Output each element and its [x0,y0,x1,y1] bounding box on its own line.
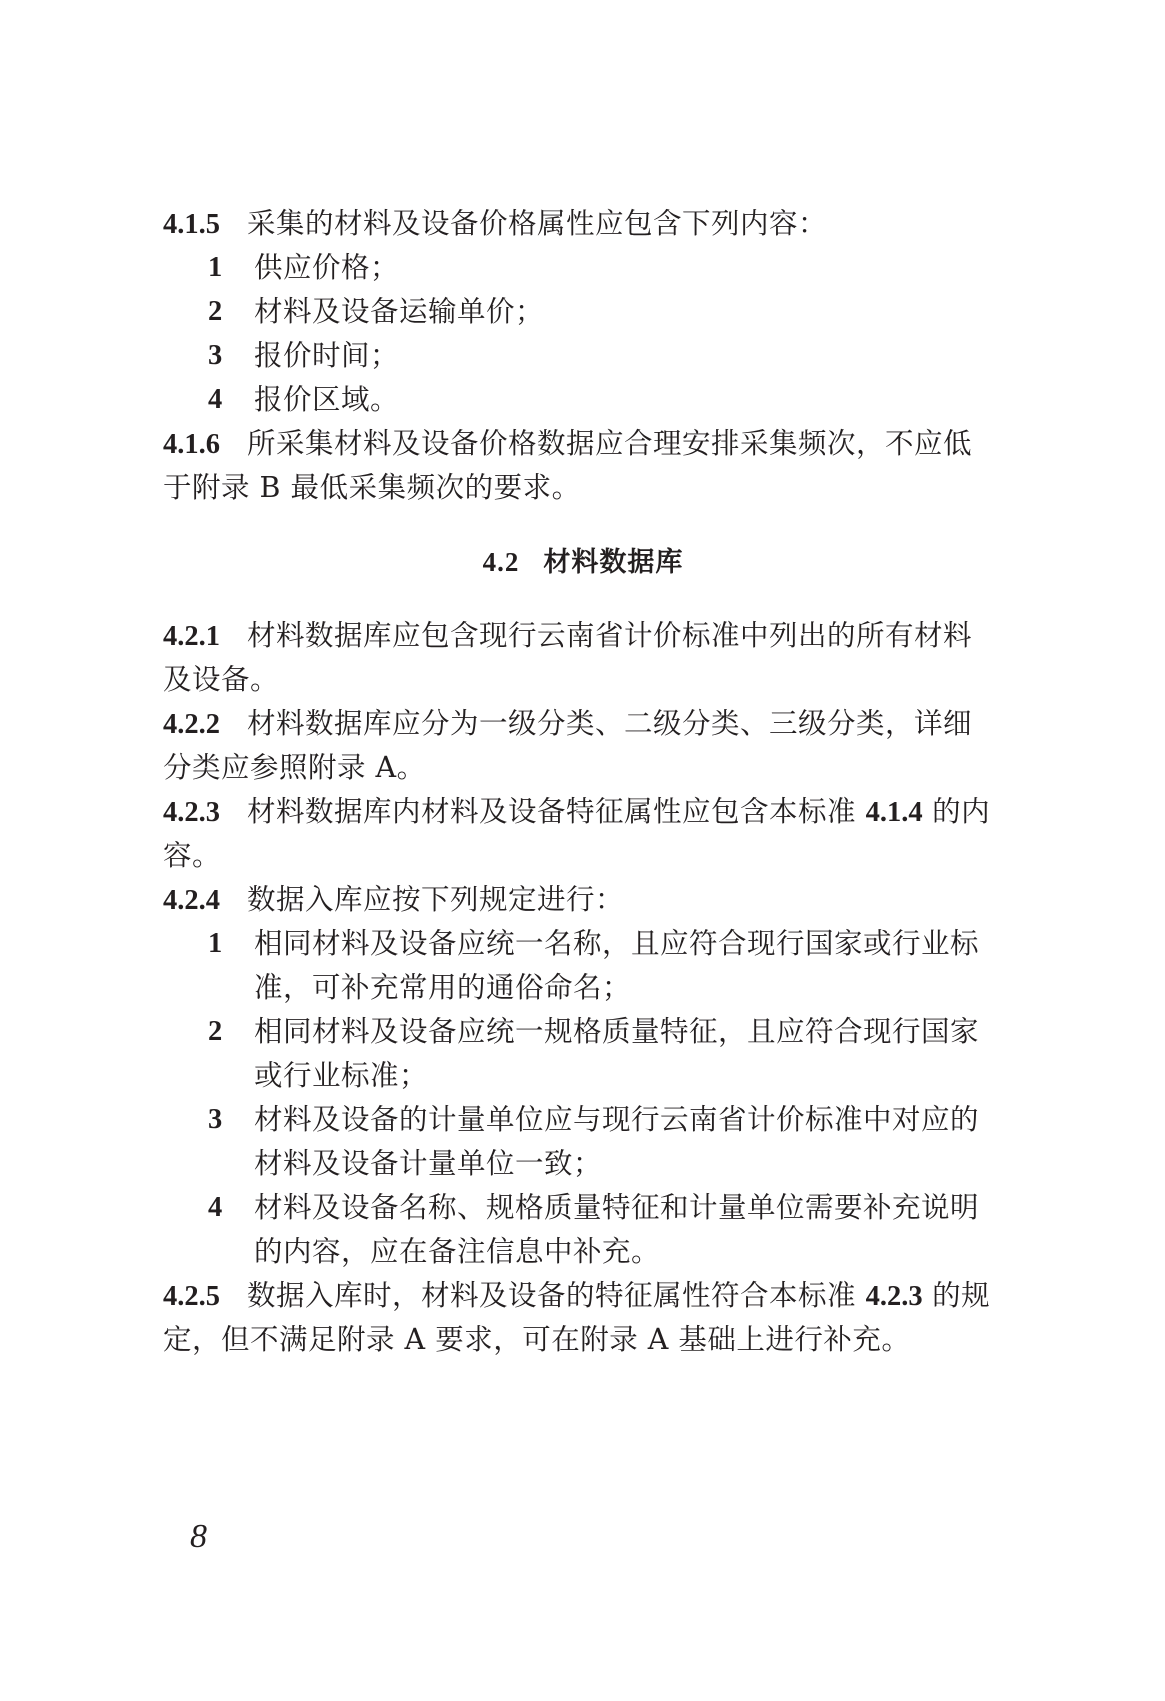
item-text: 报价区域。 [254,383,400,416]
item-number: 2 [208,1016,223,1047]
section-number: 4.2 [482,547,520,577]
clause-4-2-4 [163,878,1003,1274]
clause-line [163,790,1003,834]
list-item [163,246,1003,290]
clause-text-continued: 容。 [163,839,222,872]
item-number: 3 [208,340,223,371]
clause-4-2-3 [163,790,1003,878]
clause-number: 4.1.5 [163,209,220,240]
item-number: 2 [208,296,223,327]
item-text: 材料及设备名称、规格质量特征和计量单位需要补充说明 [254,1191,980,1224]
item-number: 3 [208,1104,223,1135]
clause-line [163,878,1003,922]
clause-number: 4.1.6 [163,429,220,460]
clause-text-continued: 分类应参照附录 A。 [163,751,426,784]
clause-4-2-2 [163,702,1003,790]
clause-line [163,614,1003,658]
clause-line [163,422,1003,466]
clause-number: 4.2.5 [163,1281,220,1312]
item-text-continued: 准，可补充常用的通俗命名； [254,971,632,1004]
clause-text: 数据入库应按下列规定进行： [247,883,625,916]
clause-text-continued: 定，但不满足附录 A 要求，可在附录 A 基础上进行补充。 [163,1323,911,1356]
clause-text-tail: 的规 [922,1279,991,1312]
clause-line [163,1274,1003,1318]
clause-reference: 4.2.3 [865,1281,923,1312]
item-number: 4 [208,1192,223,1223]
item-text: 相同材料及设备应统一名称，且应符合现行国家或行业标 [254,927,980,960]
clause-4-2-1 [163,614,1003,702]
list-item [163,334,1003,378]
item-text: 报价时间； [254,339,400,372]
page-body [163,202,1003,1362]
clause-text-continued: 及设备。 [163,663,280,696]
item-text: 材料及设备运输单价； [254,295,545,328]
item-text-continued: 的内容，应在备注信息中补充。 [254,1235,661,1268]
clause-number: 4.2.3 [163,797,220,828]
clause-number: 4.2.4 [163,885,220,916]
clause-number: 4.2.2 [163,709,220,740]
clause-4-2-5 [163,1274,1003,1362]
clause-text-continued: 于附录 B 最低采集频次的要求。 [163,471,581,504]
item-number: 1 [208,928,223,959]
list-item [163,378,1003,422]
clause-text: 材料数据库内材料及设备特征属性应包含本标准 [247,795,866,828]
clause-4-1-5 [163,202,1003,422]
item-text-continued: 材料及设备计量单位一致； [254,1147,603,1180]
list-item [163,922,1003,1010]
page-number: 8 [190,1518,207,1555]
item-text: 材料及设备的计量单位应与现行云南省计价标准中对应的 [254,1103,980,1136]
item-number: 4 [208,384,223,415]
clause-text: 采集的材料及设备价格属性应包含下列内容： [247,207,828,240]
clause-reference: 4.1.4 [865,797,923,828]
clause-text: 材料数据库应包含现行云南省计价标准中列出的所有材料 [247,619,973,652]
clause-text: 数据入库时，材料及设备的特征属性符合本标准 [247,1279,866,1312]
clause-line [163,702,1003,746]
item-text-continued: 或行业标准； [254,1059,429,1092]
list-item [163,1098,1003,1186]
clause-line [163,202,1003,246]
item-text: 供应价格； [254,251,400,284]
list-item [163,1186,1003,1274]
clause-text: 所采集材料及设备价格数据应合理安排采集频次，不应低 [247,427,973,460]
clause-text: 材料数据库应分为一级分类、二级分类、三级分类，详细 [247,707,973,740]
list-item [163,1010,1003,1098]
clause-4-1-6 [163,422,1003,510]
item-number: 1 [208,252,223,283]
section-title: 材料数据库 [543,547,684,578]
clause-text-tail: 的内 [922,795,991,828]
section-heading [163,540,1003,584]
clause-number: 4.2.1 [163,621,220,652]
item-text: 相同材料及设备应统一规格质量特征，且应符合现行国家 [254,1015,980,1048]
list-item [163,290,1003,334]
